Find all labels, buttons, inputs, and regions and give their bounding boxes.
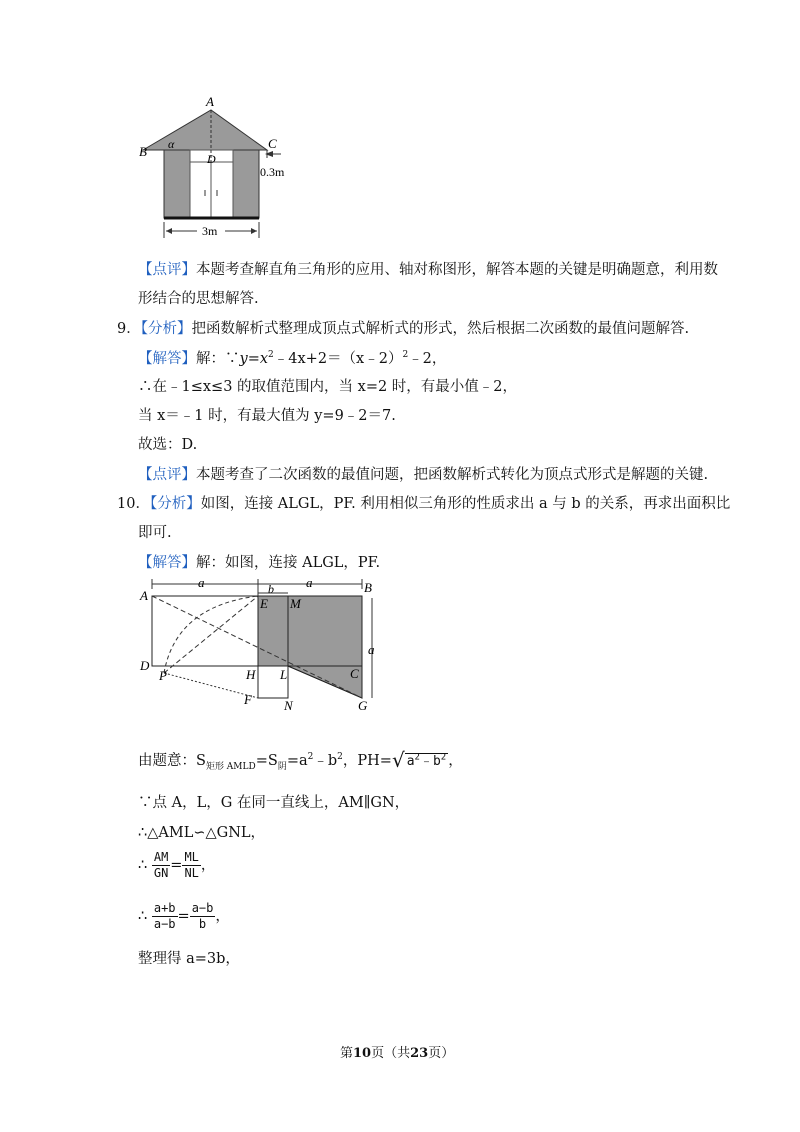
q9-answer-1f: ﹣2， — [408, 351, 447, 367]
s1b: 矩形 AMLD — [205, 761, 256, 772]
analysis-tag: 【分析】 — [149, 496, 201, 512]
s1g: ﹣b — [313, 753, 338, 769]
label-B: B — [364, 580, 372, 595]
q9-answer-1d: ﹣4x+2＝（x﹣2） — [273, 351, 403, 367]
q10-analysis-line2: 即可. — [138, 525, 172, 541]
footer-post: 页） — [428, 1046, 455, 1061]
page-footer — [340, 1042, 454, 1061]
q10-step2: ∵点 A，L，G 在同一直线上，AM∥GN， — [138, 795, 410, 811]
fraction-ab-diff — [190, 901, 216, 932]
frac-den: b — [198, 917, 207, 931]
q8-comment-line1 — [138, 258, 718, 279]
label-a-top-left: a — [198, 576, 205, 590]
s1i: ，PH= — [342, 753, 392, 769]
label-b-top: b — [268, 582, 274, 596]
label-D: D — [207, 152, 216, 166]
comment-tag: 【点评】 — [138, 467, 196, 483]
q9-analysis — [117, 317, 689, 338]
s1l: ﹣b — [419, 754, 441, 769]
s1n: ， — [448, 753, 463, 769]
frac-den: a−b — [153, 917, 176, 931]
q10-step1 — [138, 748, 463, 772]
equals: = — [177, 908, 190, 925]
s1f: 2 — [307, 752, 314, 763]
s1m: 2 — [440, 752, 447, 763]
q9-number: 9． — [117, 321, 141, 337]
label-H: H — [246, 667, 256, 682]
label-P: P — [159, 668, 167, 683]
roof-triangle — [143, 110, 267, 150]
frac-num: AM — [153, 850, 169, 864]
s1d: 阴 — [277, 761, 287, 772]
q9-line2: ∴在﹣1≤x≤3 的取值范围内，当 x=2 时，有最小值﹣2， — [138, 379, 518, 395]
q10-step6: 整理得 a=3b， — [138, 951, 240, 967]
frac-num: ML — [184, 850, 199, 864]
label-width: 3m — [202, 224, 218, 238]
label-C: C — [268, 136, 277, 151]
q9-comment-text: 本题考查了二次函数的最值问题，把函数解析式转化为顶点式形式是解题的关键. — [196, 467, 709, 483]
comma: ， — [200, 857, 216, 874]
footer-page: 10 — [353, 1046, 372, 1061]
footer-mid: 页（共 — [371, 1046, 411, 1061]
label-a-right: a — [368, 642, 375, 657]
label-B: B — [139, 144, 147, 159]
q8-comment-line2: 形结合的思想解答. — [138, 291, 259, 307]
s1a: 由题意：S — [138, 753, 206, 769]
label-L: L — [280, 667, 288, 682]
q9-answer-line1 — [138, 347, 446, 368]
frac-den: NL — [184, 866, 199, 880]
label-A: A — [206, 94, 214, 109]
q10-step4 — [138, 850, 215, 881]
therefore-symbol: ∴ — [138, 857, 148, 874]
comment-tag: 【点评】 — [138, 262, 196, 278]
s1h: 2 — [337, 752, 343, 763]
analysis-tag: 【分析】 — [140, 321, 192, 337]
q10-analysis-line1 — [117, 492, 730, 513]
q9-analysis-text: 把函数解析式整理成顶点式解析式的形式，然后根据二次函数的最值问题解答. — [191, 321, 690, 337]
q10-answer-text: 解：如图，连接 ALGL，PF. — [196, 555, 381, 571]
label-a-top-right: a — [306, 576, 313, 590]
house-figure — [135, 92, 305, 242]
fraction-ab-sum — [152, 901, 178, 932]
label-A: A — [140, 588, 148, 603]
q10-step3: ∴△AML∽△GNL， — [138, 825, 266, 841]
label-F: F — [244, 692, 252, 707]
q9-answer-1a: 解：∵ — [196, 351, 240, 367]
answer-tag: 【解答】 — [138, 351, 196, 367]
q9-line4: 故选：D. — [138, 437, 198, 453]
label-alpha: α — [168, 137, 175, 151]
answer-tag: 【解答】 — [138, 555, 196, 571]
footer-pre: 第 — [340, 1046, 354, 1061]
q9-answer-1c: 2 — [268, 350, 274, 361]
label-G: G — [358, 698, 368, 713]
s1c: =S — [255, 753, 278, 769]
frac-num: a−b — [191, 901, 214, 915]
q9-comment — [138, 463, 708, 484]
q9-answer-1b: y=x — [239, 351, 269, 367]
squares-figure — [136, 576, 386, 716]
label-M: M — [290, 596, 301, 611]
therefore-symbol: ∴ — [138, 908, 148, 925]
label-C: C — [350, 666, 359, 681]
q9-answer-1e: 2 — [402, 350, 409, 361]
label-D: D — [140, 658, 150, 673]
equals: = — [170, 857, 183, 874]
q9-line3: 当 x＝﹣1 时，有最大值为 y=9﹣2＝7. — [138, 408, 396, 424]
frac-den: GN — [153, 866, 169, 880]
label-height: 0.3m — [260, 165, 285, 179]
comma: ， — [215, 908, 230, 925]
q8-comment-text: 本题考查解直角三角形的应用、轴对称图形，解答本题的关键是明确题意，利用数 — [196, 262, 718, 278]
label-E: E — [260, 596, 268, 611]
fraction-AM-GN — [152, 850, 170, 881]
sqrt-radicand — [405, 753, 449, 769]
sqrt-symbol: √ — [391, 748, 405, 772]
s1j: a — [406, 754, 415, 769]
label-N: N — [284, 698, 293, 713]
s1k: 2 — [414, 752, 420, 763]
frac-num: a+b — [153, 901, 176, 915]
s1e: =a — [286, 753, 308, 769]
fraction-ML-NL — [182, 850, 200, 881]
q10-step5 — [138, 901, 230, 932]
footer-total: 23 — [410, 1046, 429, 1061]
q10-analysis-text: 如图，连接 ALGL，PF. 利用相似三角形的性质求出 a 与 b 的关系，再求出面积比 — [200, 496, 731, 512]
q10-answer-line1 — [138, 551, 380, 572]
q10-number: 10． — [117, 496, 150, 512]
